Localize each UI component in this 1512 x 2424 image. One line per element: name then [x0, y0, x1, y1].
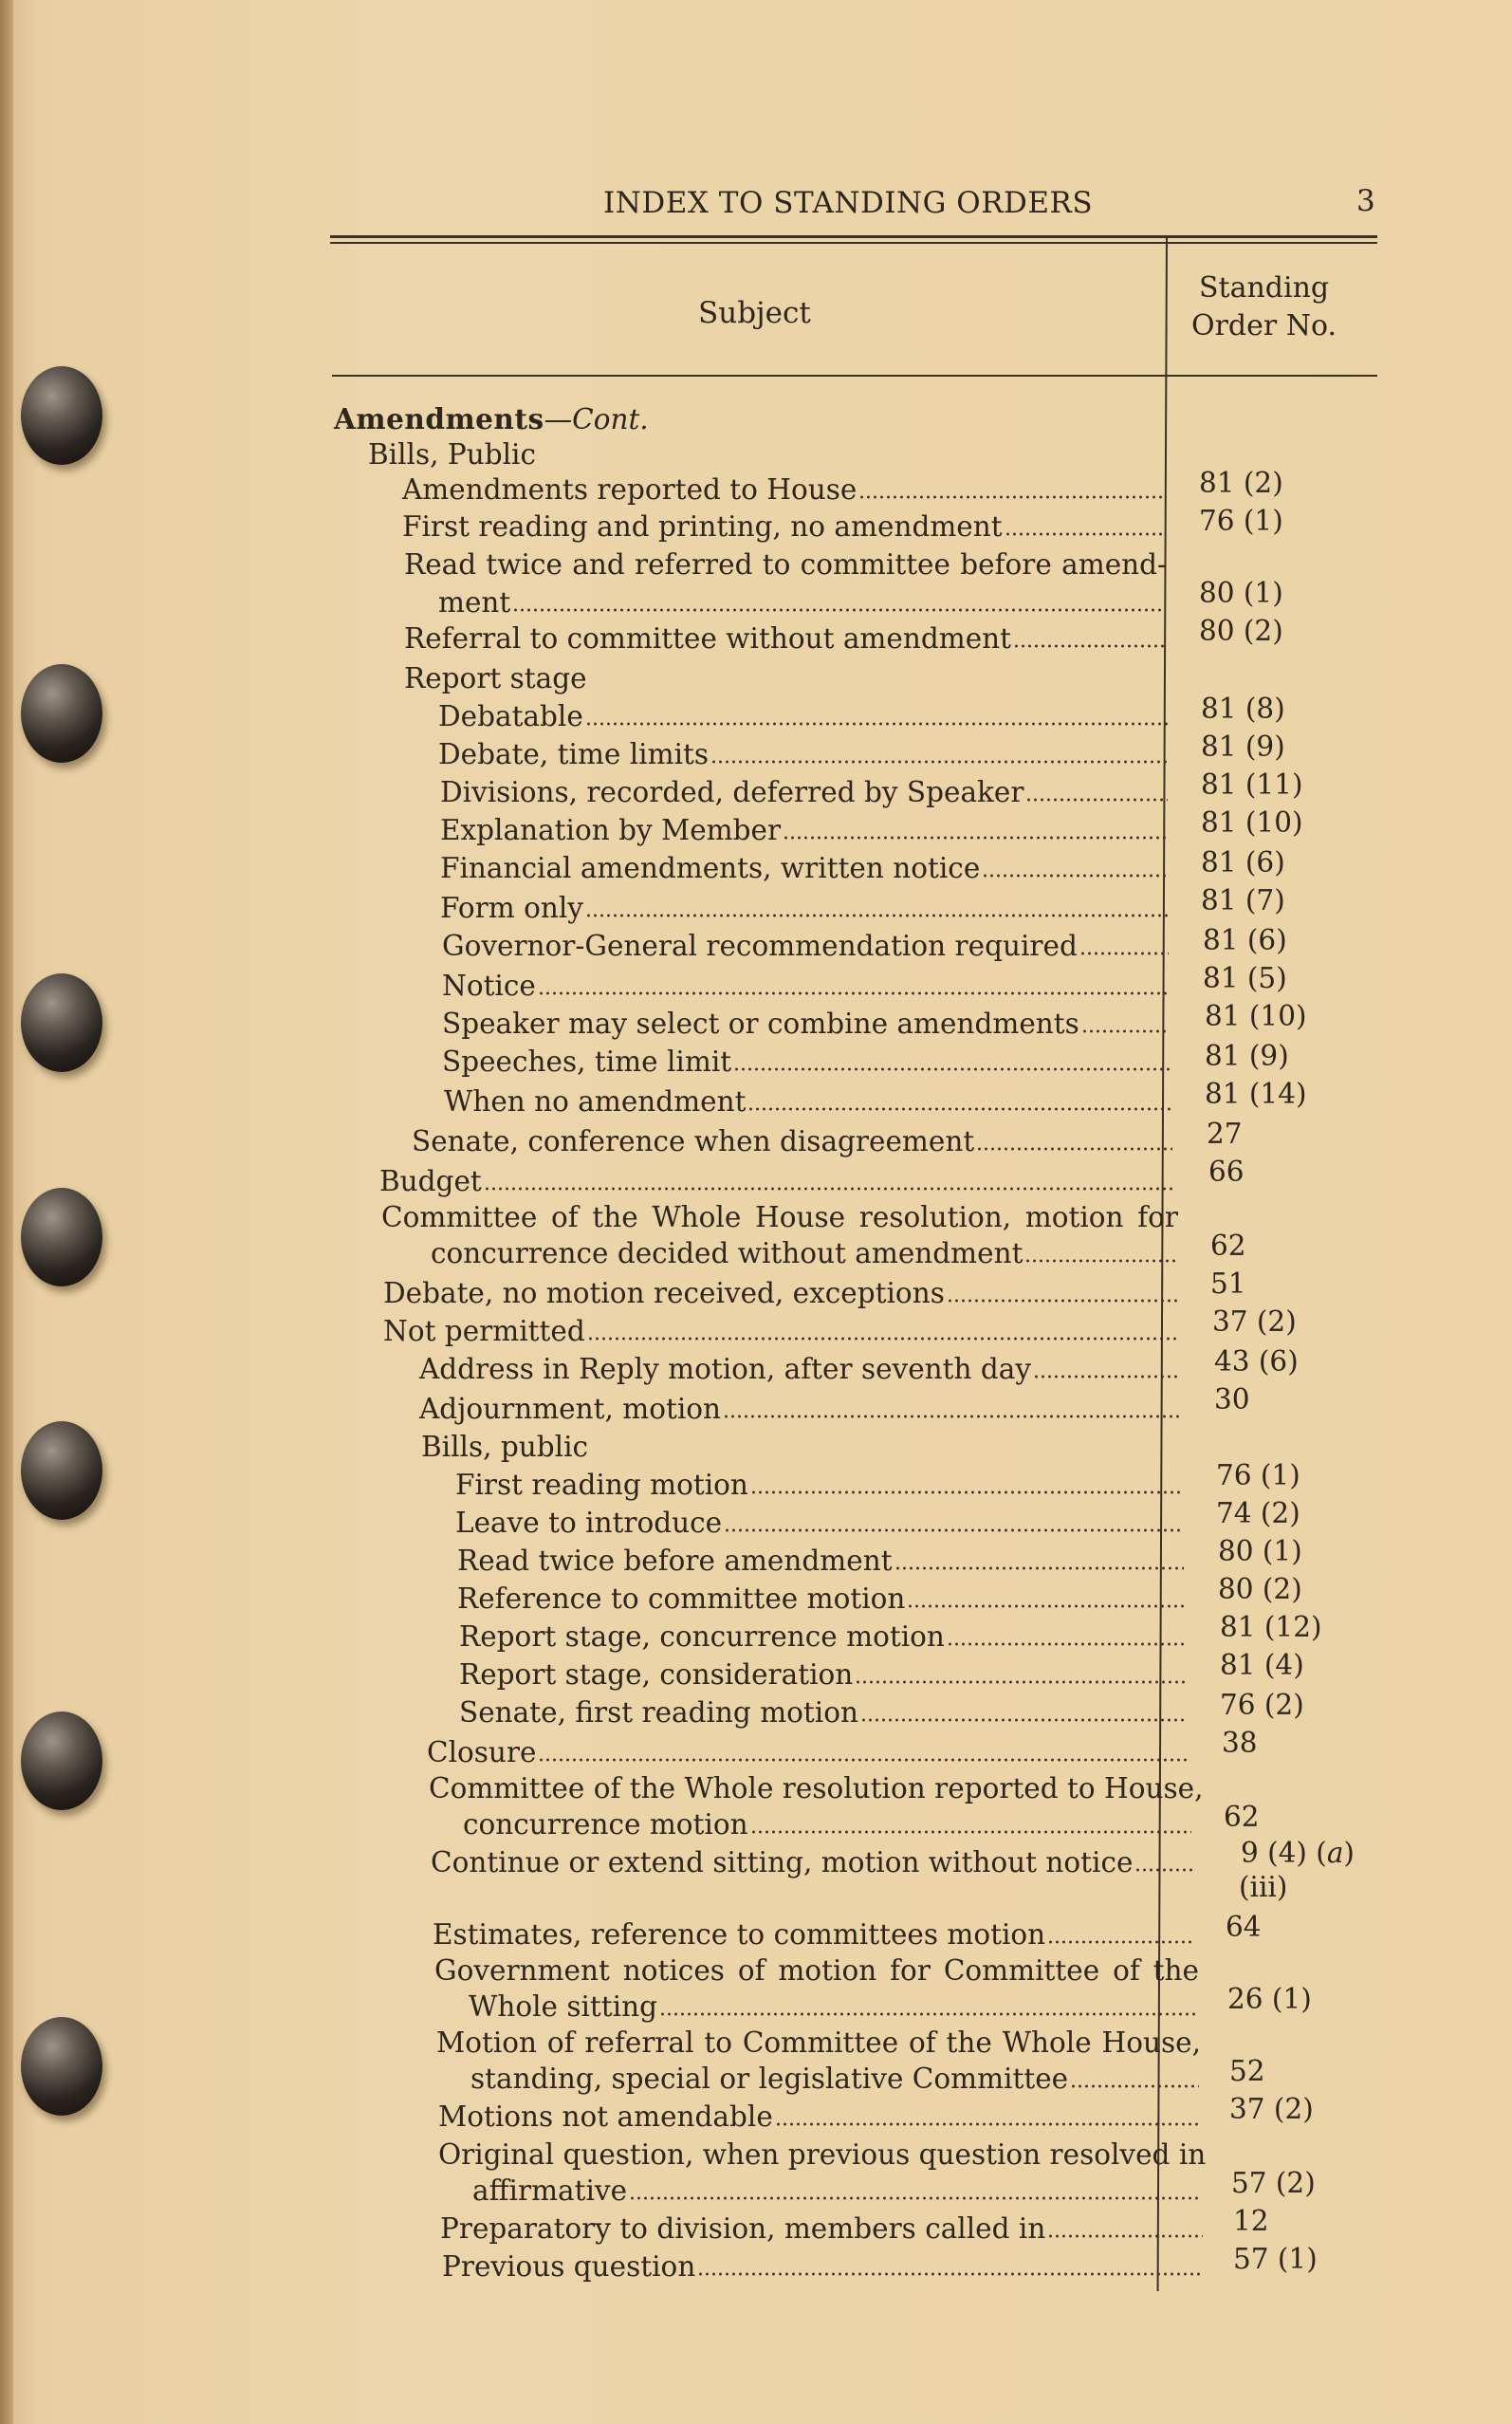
index-entry: Bills, public: [421, 1431, 589, 1463]
entry-text: Senate, conference when disagreement: [412, 1125, 975, 1157]
leader-dots: [659, 1991, 1198, 2016]
entry-text: Estimates, reference to committees motion: [433, 1918, 1046, 1951]
leader-dots: [512, 587, 1165, 612]
index-entry: Original question, when previous question resolved in: [438, 2138, 1207, 2171]
entry-number: 76 (1): [1199, 505, 1283, 537]
column-header-rule: [332, 375, 1377, 377]
entry-text: Form only: [440, 892, 583, 924]
index-entry: [412, 1125, 1174, 1163]
index-entry: [455, 1507, 1185, 1545]
index-entry: [455, 1469, 1184, 1507]
entry-number: 26 (1): [1227, 1983, 1312, 2015]
entry-text: Whole sitting: [469, 1990, 657, 2023]
leader-dots: [484, 1166, 1174, 1191]
entry-text: Not permitted: [383, 1315, 585, 1347]
entry-number: 62: [1210, 1230, 1246, 1262]
leader-dots: [860, 1697, 1188, 1722]
entry-number-italic: a: [1326, 1837, 1344, 1869]
entry-number-main: 9 (4) (: [1241, 1837, 1327, 1869]
entry-text: Amendments reported to House: [402, 473, 857, 506]
entry-text: Leave to introduce: [455, 1507, 723, 1539]
index-entry: [438, 738, 1170, 776]
index-entry-continuation: [472, 2174, 1203, 2212]
index-entry: [442, 970, 1171, 1008]
leader-dots: [982, 853, 1168, 878]
binder-hole-2: [21, 664, 102, 763]
entry-number: 57 (2): [1231, 2167, 1316, 2199]
leader-dots: [1134, 1847, 1193, 1872]
entry-text: Budget: [379, 1165, 482, 1197]
leader-dots: [538, 971, 1170, 995]
leader-dots: [1025, 777, 1168, 802]
index-entry: [440, 814, 1170, 852]
entry-text: Senate, first reading motion: [459, 1696, 858, 1729]
entry-number: 81 (9): [1205, 1040, 1289, 1072]
leader-dots: [1079, 931, 1169, 955]
leader-dots: [855, 1659, 1187, 1684]
entry-text: First reading motion: [455, 1469, 748, 1501]
entry-number: 81 (6): [1201, 846, 1285, 879]
entry-text: Previous question: [442, 2250, 696, 2283]
entry-number: 66: [1208, 1156, 1245, 1188]
index-entry: Motion of referral to Committee of the Whole House,: [436, 2026, 1201, 2059]
index-entry: [457, 1545, 1186, 1582]
leader-dots: [1081, 1008, 1170, 1033]
index-entry: [402, 473, 1167, 511]
entry-number: 80 (2): [1218, 1573, 1302, 1605]
entry-number: 81 (5): [1203, 962, 1287, 994]
entry-number: 81 (7): [1201, 884, 1285, 916]
leader-dots: [1047, 2213, 1203, 2238]
leader-dots: [976, 1126, 1172, 1151]
header-rule-top: [330, 235, 1377, 238]
entry-text: Divisions, recorded, deferred by Speaker: [440, 776, 1024, 808]
entry-text: Report stage, concurrence motion: [459, 1620, 945, 1653]
entry-number: 76 (1): [1216, 1459, 1300, 1491]
entry-text: Financial amendments, written notice: [440, 852, 981, 884]
entry-number: 62: [1224, 1801, 1260, 1833]
entry-heading-text: Amendments: [334, 402, 544, 435]
leader-dots: [1024, 1238, 1176, 1263]
index-entry: [440, 2212, 1205, 2250]
index-entry: [438, 700, 1170, 738]
index-entry: Report stage: [404, 662, 587, 694]
index-entry: [404, 622, 1167, 660]
leader-dots: [1070, 2063, 1199, 2088]
index-entry: [379, 1165, 1176, 1203]
index-entry: Committee of the Whole resolution reported to House,: [429, 1772, 1204, 1804]
entry-number: 43 (6): [1214, 1345, 1299, 1378]
entry-number: 81 (11): [1201, 768, 1303, 801]
page-binding-edge: [0, 0, 13, 2424]
entry-number-line2: (iii): [1239, 1871, 1288, 1903]
leader-dots: [585, 893, 1168, 917]
binder-hole-1: [21, 366, 102, 465]
entry-heading-suffix: —Cont.: [544, 403, 649, 435]
entry-number: 38: [1222, 1727, 1258, 1759]
entry-number: 81 (10): [1205, 1000, 1307, 1032]
index-entry: [431, 1846, 1195, 1884]
leader-dots: [947, 1278, 1178, 1303]
page-number: 3: [1356, 184, 1375, 218]
index-entry: [459, 1696, 1189, 1734]
index-entry: [457, 1582, 1187, 1620]
leader-dots: [585, 701, 1168, 726]
entry-text: When no amendment: [444, 1085, 747, 1118]
entry-text: Debate, time limits: [438, 738, 710, 770]
index-entry: [459, 1658, 1189, 1696]
index-entry: [427, 1736, 1191, 1774]
leader-dots: [947, 1621, 1186, 1646]
leader-dots: [750, 1470, 1182, 1494]
leader-dots: [783, 815, 1168, 840]
index-entry: [383, 1277, 1180, 1315]
leader-dots: [747, 1086, 1171, 1111]
index-entry: [440, 776, 1170, 814]
entry-number: 27: [1207, 1118, 1243, 1150]
entry-number: 81 (10): [1201, 806, 1303, 839]
entry-number: 52: [1229, 2055, 1265, 2087]
column-header-order-line1: Standing: [1198, 271, 1330, 305]
index-entry: Government notices of motion for Committee of the: [434, 1954, 1199, 1987]
header-rule-bottom: [330, 242, 1377, 244]
index-entry: [440, 852, 1170, 890]
entry-number: 81 (9): [1201, 731, 1285, 763]
leader-dots: [907, 1583, 1185, 1608]
index-entry: [383, 1315, 1180, 1353]
index-entry-continuation: [469, 1990, 1200, 2028]
entry-number: 57 (1): [1233, 2243, 1318, 2275]
entry-number: 80 (1): [1199, 577, 1283, 609]
entry-number: 80 (1): [1218, 1535, 1302, 1567]
entry-number: [1241, 1837, 1355, 1869]
index-entry: [433, 1918, 1197, 1956]
leader-dots: [629, 2175, 1201, 2200]
index-entry-heading: [334, 402, 649, 440]
index-entry-continuation: [470, 2063, 1201, 2100]
leader-dots: [1047, 1919, 1195, 1944]
index-entry: [444, 1085, 1173, 1123]
entry-text: Report stage, consideration: [459, 1658, 854, 1691]
binder-hole-3: [21, 973, 102, 1072]
page-title: INDEX TO STANDING ORDERS: [603, 186, 1094, 220]
column-header-standing-order: [1191, 269, 1337, 345]
index-entry: Committee of the Whole House resolution, motion for: [381, 1201, 1178, 1233]
entry-number: 12: [1233, 2205, 1269, 2237]
leader-dots: [894, 1545, 1184, 1570]
leader-dots: [710, 739, 1168, 764]
index-entry: [442, 930, 1171, 968]
entry-number: 81 (2): [1199, 467, 1283, 499]
index-entry-continuation: [463, 1808, 1193, 1846]
binder-hole-7: [21, 2017, 102, 2116]
binder-hole-5: [21, 1421, 102, 1520]
entry-text: affirmative: [472, 2174, 628, 2207]
entry-number: 81 (14): [1205, 1078, 1307, 1110]
index-entry: [459, 1620, 1188, 1658]
entry-number: 51: [1210, 1268, 1246, 1300]
entry-number: 81 (12): [1220, 1611, 1322, 1643]
leader-dots: [858, 474, 1165, 499]
entry-number: 80 (2): [1199, 615, 1283, 647]
column-header-subject: Subject: [698, 296, 811, 330]
index-entry: [438, 2100, 1203, 2138]
entry-number: 30: [1214, 1383, 1250, 1416]
entry-text: Governor-General recommendation required: [442, 930, 1078, 962]
index-entry: Bills, Public: [368, 438, 536, 471]
entry-text: ment: [438, 586, 511, 619]
entry-text: First reading and printing, no amendment: [402, 510, 1003, 543]
entry-number: 37 (2): [1229, 2093, 1314, 2125]
entry-text: standing, special or legislative Committee: [470, 2063, 1069, 2095]
entry-number: 74 (2): [1216, 1497, 1300, 1529]
index-entry: Read twice and referred to committee before amend-: [404, 548, 1167, 581]
entry-text: Continue or extend sitting, motion without notice: [431, 1846, 1134, 1878]
index-entry: [419, 1393, 1183, 1431]
leader-dots: [538, 1737, 1189, 1762]
entry-number: 64: [1226, 1911, 1262, 1943]
index-entry-continuation: [431, 1237, 1178, 1275]
entry-text: Speaker may select or combine amendments: [442, 1008, 1079, 1040]
leader-dots: [697, 2251, 1204, 2276]
column-header-order-line2: Order No.: [1191, 309, 1337, 342]
entry-text: Preparatory to division, members called in: [440, 2212, 1046, 2245]
leader-dots: [775, 2101, 1201, 2126]
leader-dots: [1005, 511, 1165, 536]
leader-dots: [723, 1394, 1181, 1418]
leader-dots: [1013, 623, 1165, 648]
entry-number: 37 (2): [1212, 1305, 1297, 1338]
index-entry: [442, 1045, 1172, 1083]
binder-hole-4: [21, 1188, 102, 1286]
index-entry-continuation: [438, 586, 1167, 624]
entry-text: Motions not amendable: [438, 2100, 773, 2133]
entry-text: Reference to committee motion: [457, 1582, 906, 1615]
entry-number: 81 (8): [1201, 693, 1285, 725]
entry-number: 81 (6): [1203, 924, 1287, 956]
entry-text: Debatable: [438, 700, 583, 732]
entry-number: 81 (4): [1220, 1649, 1304, 1681]
entry-text: Referral to committee without amendment: [404, 622, 1012, 655]
entry-text: Read twice before amendment: [457, 1545, 893, 1577]
leader-dots: [750, 1809, 1191, 1834]
entry-text: Speeches, time limit: [442, 1045, 732, 1078]
index-entry: [442, 2250, 1206, 2288]
index-entry: [402, 510, 1167, 548]
leader-dots: [587, 1316, 1178, 1341]
leader-dots: [724, 1508, 1183, 1532]
entry-text: concurrence motion: [463, 1808, 748, 1841]
index-entry: [440, 892, 1170, 930]
entry-number-close: ): [1343, 1837, 1355, 1869]
entry-text: Closure: [427, 1736, 537, 1768]
entry-text: Adjournment, motion: [419, 1393, 722, 1425]
entry-number: 76 (2): [1220, 1689, 1304, 1721]
entry-text: Address in Reply motion, after seventh day: [419, 1353, 1032, 1385]
leader-dots: [733, 1046, 1171, 1071]
index-entry: [419, 1353, 1182, 1391]
entry-text: concurrence decided without amendment: [431, 1237, 1023, 1269]
entry-text: Debate, no motion received, exceptions: [383, 1277, 945, 1309]
entry-text: Notice: [442, 970, 536, 1002]
binder-hole-6: [21, 1712, 102, 1810]
entry-text: Explanation by Member: [440, 814, 782, 846]
leader-dots: [1033, 1354, 1180, 1379]
index-entry: [442, 1008, 1171, 1045]
